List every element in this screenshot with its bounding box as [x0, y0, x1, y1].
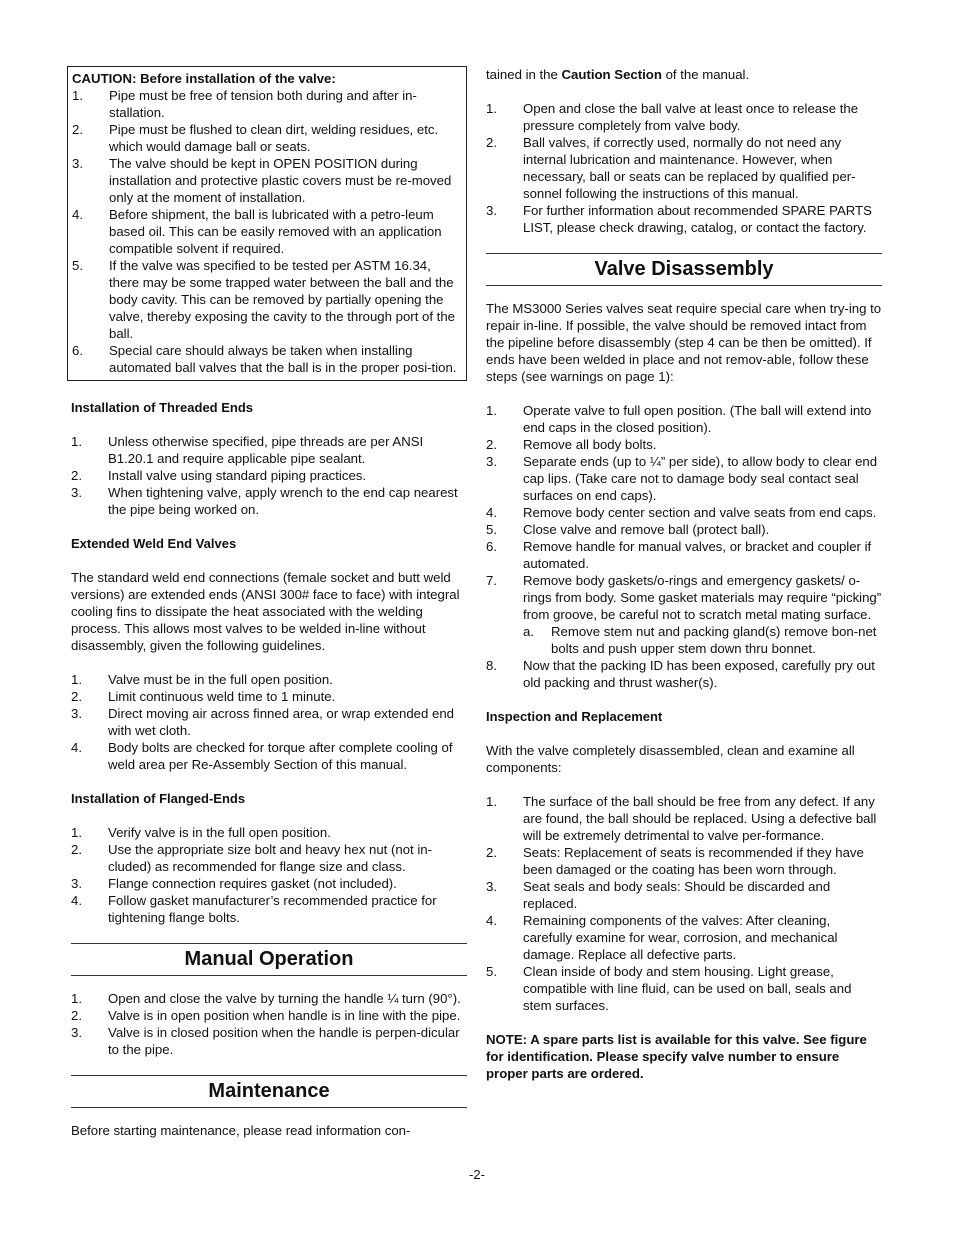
list-item [72, 87, 462, 121]
item-text: Remove handle for manual valves, or bracket and coupler if automated. [523, 539, 872, 571]
item-text: Open and close the valve by turning the handle ¼ turn (90°). [108, 991, 461, 1006]
item-number: 2. [486, 135, 497, 150]
item-number: 7. [486, 573, 497, 588]
item-text: Pipe must be free of tension both during and after in-stallation. [109, 88, 417, 120]
disassembly-list [486, 402, 882, 691]
item-text: Ball valves, if correctly used, normally do not need any internal lubrication and maintenance. However, when necessary, ball or seats can be replaced by qualified per-sonnel following the instructions of this manual. [523, 135, 856, 201]
item-number: 2. [486, 845, 497, 860]
item-text: Use the appropriate size bolt and heavy hex nut (not in-cluded) as recommended for flange size and class. [108, 842, 433, 874]
list-item [71, 841, 467, 875]
list-item [71, 1024, 467, 1058]
list-item [486, 202, 882, 236]
item-number: 3. [71, 876, 82, 891]
item-number: 5. [486, 964, 497, 979]
item-text: Valve is in closed position when the handle is perpen-dicular to the pipe. [108, 1025, 460, 1057]
item-text: Remove body center section and valve seats from end caps. [523, 505, 877, 520]
threaded-heading: Installation of Threaded Ends [71, 400, 254, 415]
inspection-heading: Inspection and Replacement [486, 709, 663, 724]
valve-disassembly-heading: Valve Disassembly [486, 253, 882, 286]
item-text: Remove body gaskets/o-rings and emergency gaskets/ o-rings from body. Some gasket materials may require “picking” from groove, be careful not to scratch metal mating surface. [523, 573, 882, 622]
list-item [486, 912, 882, 963]
list-item [486, 521, 882, 538]
maintenance-intro-right [486, 66, 882, 83]
item-number: 3. [71, 485, 82, 500]
item-number: 4. [71, 893, 82, 908]
manual-operation-heading: Manual Operation [71, 943, 467, 976]
caution-title: CAUTION: Before installation of the valve: [72, 71, 336, 86]
item-text: The valve should be kept in OPEN POSITION during installation and protective plastic covers must be re-moved only at the moment of installation. [109, 156, 452, 205]
item-number: 6. [72, 343, 83, 358]
item-text: Install valve using standard piping practices. [108, 468, 367, 483]
list-item [72, 206, 462, 257]
item-number: 3. [486, 879, 497, 894]
list-item [486, 134, 882, 202]
item-number: 1. [71, 434, 82, 449]
list-item [486, 793, 882, 844]
list-item [71, 875, 467, 892]
list-item [486, 963, 882, 1014]
item-text: Remaining components of the valves: After cleaning, carefully examine for wear, corrosion, and mechanical damage. Replace all defective parts. [523, 913, 838, 962]
item-number: 1. [71, 825, 82, 840]
list-item [71, 739, 467, 773]
item-number: 2. [71, 689, 82, 704]
list-item [71, 433, 467, 467]
list-item [71, 990, 467, 1007]
item-number: 2. [71, 468, 82, 483]
maintenance-list [486, 100, 882, 236]
item-text: Open and close the ball valve at least once to release the pressure completely from valve body. [523, 101, 859, 133]
caution-section-ref: Caution Section [561, 67, 662, 82]
list-item [71, 1007, 467, 1024]
item-text: Follow gasket manufacturer’s recommended practice for tightening flange bolts. [108, 893, 437, 925]
maintenance-heading: Maintenance [71, 1075, 467, 1108]
list-item [486, 402, 882, 436]
item-text: Now that the packing ID has been exposed, carefully pry out old packing and thrust washer(s). [523, 658, 875, 690]
item-text: For further information about recommended SPARE PARTS LIST, please check drawing, catalog, or contact the factory. [523, 203, 872, 235]
list-item [71, 892, 467, 926]
item-text: Flange connection requires gasket (not included). [108, 876, 397, 891]
item-number: 3. [486, 203, 497, 218]
list-item [71, 484, 467, 518]
item-number: 5. [72, 258, 83, 273]
item-number: 4. [486, 505, 497, 520]
item-number: 6. [486, 539, 497, 554]
item-text: Unless otherwise specified, pipe threads are per ANSI B1.20.1 and require applicable pipe sealant. [108, 434, 424, 466]
item-number: 3. [72, 156, 83, 171]
item-number: 5. [486, 522, 497, 537]
item-number: 3. [486, 454, 497, 469]
disassembly-intro: The MS3000 Series valves seat require special care when try-ing to repair in-line. If possible, the valve should be removed intact from the pipeline before disassembly (step 4 can be then be omitted). If ends have been welded in place and not remov-able, follow these steps (see warnings on page 1): [486, 301, 882, 384]
item-text: Body bolts are checked for torque after complete cooling of weld area per Re-Assembly Section of this manual. [108, 740, 453, 772]
list-item [486, 657, 882, 691]
item-text: The surface of the ball should be free from any defect. If any are found, the ball should be replaced. Using a defective ball will be extremely detrimental to valve per-formance. [523, 794, 877, 843]
threaded-list [71, 433, 467, 518]
item-text: Direct moving air across finned area, or wrap extended end with wet cloth. [108, 706, 454, 738]
manual-list [71, 990, 467, 1058]
intro-pre: tained in the [486, 67, 562, 82]
item-number: 3. [71, 706, 82, 721]
intro-post: of the manual. [661, 67, 750, 82]
sub-item-letter: a. [523, 624, 534, 639]
weld-heading: Extended Weld End Valves [71, 536, 237, 551]
item-text: If the valve was specified to be tested per ASTM 16.34, there may be some trapped water between the ball and the body cavity. This can be removed by partially opening the valve, thereby exposing the cavity to the through port of the ball. [109, 258, 456, 341]
sub-list-item [486, 623, 882, 657]
item-text: Pipe must be flushed to clean dirt, welding residues, etc. which would damage ball or seats. [109, 122, 439, 154]
flanged-list [71, 824, 467, 926]
caution-list [72, 87, 462, 376]
item-text: Before shipment, the ball is lubricated with a petro-leum based oil. This can be easily removed with an application compatible solvent if required. [109, 207, 442, 256]
inspection-list [486, 793, 882, 1014]
item-text: Separate ends (up to ¼” per side), to allow body to clear end cap lips. (Take care not to damage body seal contact seal surfaces on end caps). [523, 454, 878, 503]
flanged-heading: Installation of Flanged-Ends [71, 791, 246, 806]
list-item [71, 688, 467, 705]
item-number: 1. [71, 672, 82, 687]
item-number: 1. [486, 403, 497, 418]
left-column [67, 66, 467, 1156]
item-number: 2. [71, 1008, 82, 1023]
item-number: 2. [486, 437, 497, 452]
list-item [71, 705, 467, 739]
spare-parts-note: NOTE: A spare parts list is available for this valve. See figure for identification. Please specify valve number to ensure proper parts are ordered. [486, 1032, 867, 1081]
item-text: Close valve and remove ball (protect ball). [523, 522, 770, 537]
list-item [72, 342, 462, 376]
inspection-intro: With the valve completely disassembled, clean and examine all components: [486, 743, 855, 775]
list-item [486, 453, 882, 504]
item-number: 2. [72, 122, 83, 137]
list-item [71, 824, 467, 841]
item-number: 1. [72, 88, 83, 103]
item-number: 3. [71, 1025, 82, 1040]
item-number: 2. [71, 842, 82, 857]
item-text: Clean inside of body and stem housing. Light grease, compatible with line fluid, can be used on ball, seals and stem surfaces. [523, 964, 852, 1013]
item-number: 1. [486, 794, 497, 809]
item-text: Remove all body bolts. [523, 437, 657, 452]
item-text: Limit continuous weld time to 1 minute. [108, 689, 336, 704]
list-item [486, 538, 882, 572]
list-item [71, 467, 467, 484]
list-item [72, 155, 462, 206]
item-number: 4. [72, 207, 83, 222]
list-item [71, 671, 467, 688]
list-item [72, 121, 462, 155]
item-number: 8. [486, 658, 497, 673]
sub-item-text: Remove stem nut and packing gland(s) remove bon-net bolts and push upper stem down thru bonnet. [551, 624, 877, 656]
page-number: -2- [469, 1167, 485, 1182]
maintenance-intro-left: Before starting maintenance, please read information con- [71, 1123, 411, 1138]
item-text: Seats: Replacement of seats is recommended if they have been damaged or the coating has been worn through. [523, 845, 864, 877]
caution-box [67, 66, 467, 381]
list-item [486, 436, 882, 453]
item-number: 4. [71, 740, 82, 755]
item-number: 1. [486, 101, 497, 116]
list-item [486, 878, 882, 912]
item-text: When tightening valve, apply wrench to the end cap nearest the pipe being worked on. [108, 485, 458, 517]
item-number: 4. [486, 913, 497, 928]
list-item [486, 572, 882, 623]
item-text: Operate valve to full open position. (The ball will extend into end caps in the closed position). [523, 403, 872, 435]
item-text: Verify valve is in the full open position. [108, 825, 331, 840]
item-number: 1. [71, 991, 82, 1006]
list-item [486, 844, 882, 878]
item-text: Seat seals and body seals: Should be discarded and replaced. [523, 879, 831, 911]
item-text: Valve is in open position when handle is in line with the pipe. [108, 1008, 461, 1023]
right-column [486, 66, 882, 1082]
weld-list [71, 671, 467, 773]
list-item [486, 100, 882, 134]
list-item [486, 504, 882, 521]
weld-intro: The standard weld end connections (female socket and butt weld versions) are extended ends (ANSI 300# face to face) with integral cooling fins to dissipate the heat associated with the welding process. This allows most valves to be welded in-line without disassembly, given the following guidelines. [71, 570, 460, 653]
item-text: Valve must be in the full open position. [108, 672, 333, 687]
item-text: Special care should always be taken when installing automated ball valves that the ball is in the proper posi-tion. [109, 343, 457, 375]
list-item [72, 257, 462, 342]
